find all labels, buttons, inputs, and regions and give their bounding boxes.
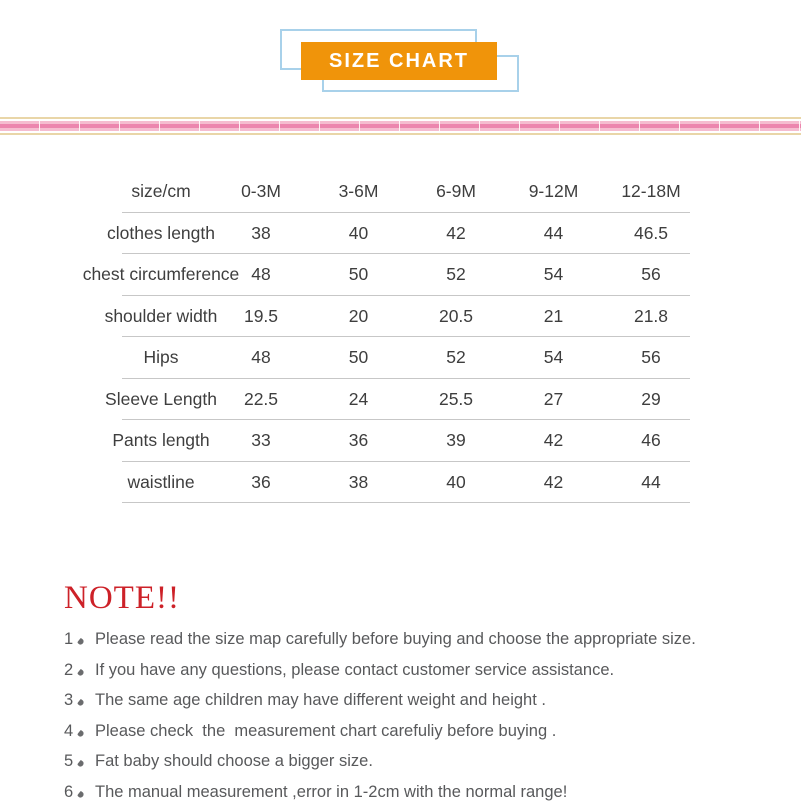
table-cell: 56 [641, 347, 661, 368]
row-label: shoulder width [104, 305, 218, 326]
table-cell: 54 [543, 264, 564, 285]
table-cell: 40 [446, 471, 466, 492]
note-item [64, 685, 696, 716]
table-row-hips [73, 337, 713, 379]
table-cell: 52 [446, 347, 466, 368]
note-item [64, 777, 696, 801]
table-cell: 42 [446, 222, 466, 243]
table-cell: 48 [251, 347, 271, 368]
note-number: 4 [64, 721, 74, 740]
note-text: Please read the size map carefully before buying and choose the appropriate size. [95, 630, 696, 648]
striped-divider [0, 115, 801, 137]
table-cell: 20.5 [438, 305, 474, 326]
enumeration-mark-icon [77, 760, 85, 768]
table-cell: 44 [641, 471, 661, 492]
enumeration-mark-icon [77, 730, 85, 738]
note-number: 6 [64, 782, 74, 801]
divider-pink-band [0, 121, 801, 131]
table-cell: 25.5 [438, 388, 474, 409]
table-cell: 20 [348, 305, 369, 326]
note-item [64, 624, 696, 655]
table-header-row [73, 171, 713, 213]
column-header-6-9m: 6-9M [436, 181, 476, 202]
enumeration-mark-icon [77, 638, 85, 646]
column-header-3-6m: 3-6M [338, 181, 379, 202]
row-label: Pants length [112, 430, 210, 451]
note-text: The same age children may have different weight and height . [95, 691, 546, 710]
enumeration-mark-icon [77, 699, 85, 707]
banner-title: SIZE CHART [329, 49, 469, 72]
table-row-pants-length [73, 420, 713, 462]
note-item [64, 655, 696, 686]
note-item [64, 716, 696, 747]
table-cell: 50 [348, 264, 369, 285]
table-cell: 46.5 [633, 222, 669, 243]
table-cell: 42 [543, 430, 564, 451]
divider-tan-line-top [0, 117, 801, 119]
table-cell: 50 [348, 347, 369, 368]
table-row-waistline [73, 462, 713, 504]
table-cell: 48 [251, 264, 271, 285]
table-cell: 56 [641, 264, 661, 285]
note-text: If you have any questions, please contact customer service assistance. [95, 660, 615, 679]
row-label: chest circumference [82, 264, 240, 285]
table-cell: 29 [641, 388, 661, 409]
note-number: 3 [64, 691, 74, 710]
table-cell: 21.8 [633, 305, 669, 326]
note-item [64, 746, 696, 777]
row-label: clothes length [107, 222, 215, 243]
note-text: Fat baby should choose a bigger size. [95, 752, 373, 771]
table-cell: 27 [543, 388, 564, 409]
table-cell: 33 [251, 430, 271, 451]
table-row-chest-circumference [73, 254, 713, 296]
row-label: Hips [143, 347, 179, 368]
enumeration-mark-icon [77, 668, 85, 676]
table-cell: 38 [251, 222, 271, 243]
table-cell: 54 [543, 347, 564, 368]
table-row-clothes-length [73, 213, 713, 255]
note-title: NOTE!! [64, 580, 180, 616]
table-cell: 19.5 [243, 305, 279, 326]
table-cell: 46 [641, 430, 661, 451]
table-cell: 22.5 [243, 388, 279, 409]
table-row-sleeve-length [73, 379, 713, 421]
column-header-9-12m: 9-12M [528, 181, 579, 202]
table-row-shoulder-width [73, 296, 713, 338]
size-table [73, 171, 713, 503]
note-number: 1 [64, 630, 74, 648]
table-cell: 39 [446, 430, 466, 451]
note-text: The manual measurement ,error in 1-2cm with the normal range! [95, 782, 568, 801]
column-header-12-18m: 12-18M [621, 181, 681, 202]
divider-tan-line-bottom [0, 133, 801, 135]
table-cell: 44 [543, 222, 564, 243]
note-number: 2 [64, 660, 74, 679]
size-chart-banner [301, 42, 497, 80]
table-cell: 52 [446, 264, 466, 285]
row-label: Sleeve Length [105, 388, 217, 409]
enumeration-mark-icon [77, 791, 85, 799]
table-cell: 21 [543, 305, 564, 326]
note-text: Please check the measurement chart carefuliy before buying . [95, 721, 557, 740]
table-cell: 38 [348, 471, 369, 492]
note-number: 5 [64, 752, 74, 771]
table-cell: 36 [251, 471, 271, 492]
row-label: waistline [127, 471, 195, 492]
table-cell: 24 [348, 388, 369, 409]
table-cell: 40 [348, 222, 369, 243]
column-header-size-cm: size/cm [131, 181, 191, 202]
table-cell: 42 [543, 471, 564, 492]
table-cell: 36 [348, 430, 369, 451]
column-header-0-3m: 0-3M [241, 181, 281, 202]
notes-list [64, 624, 696, 801]
